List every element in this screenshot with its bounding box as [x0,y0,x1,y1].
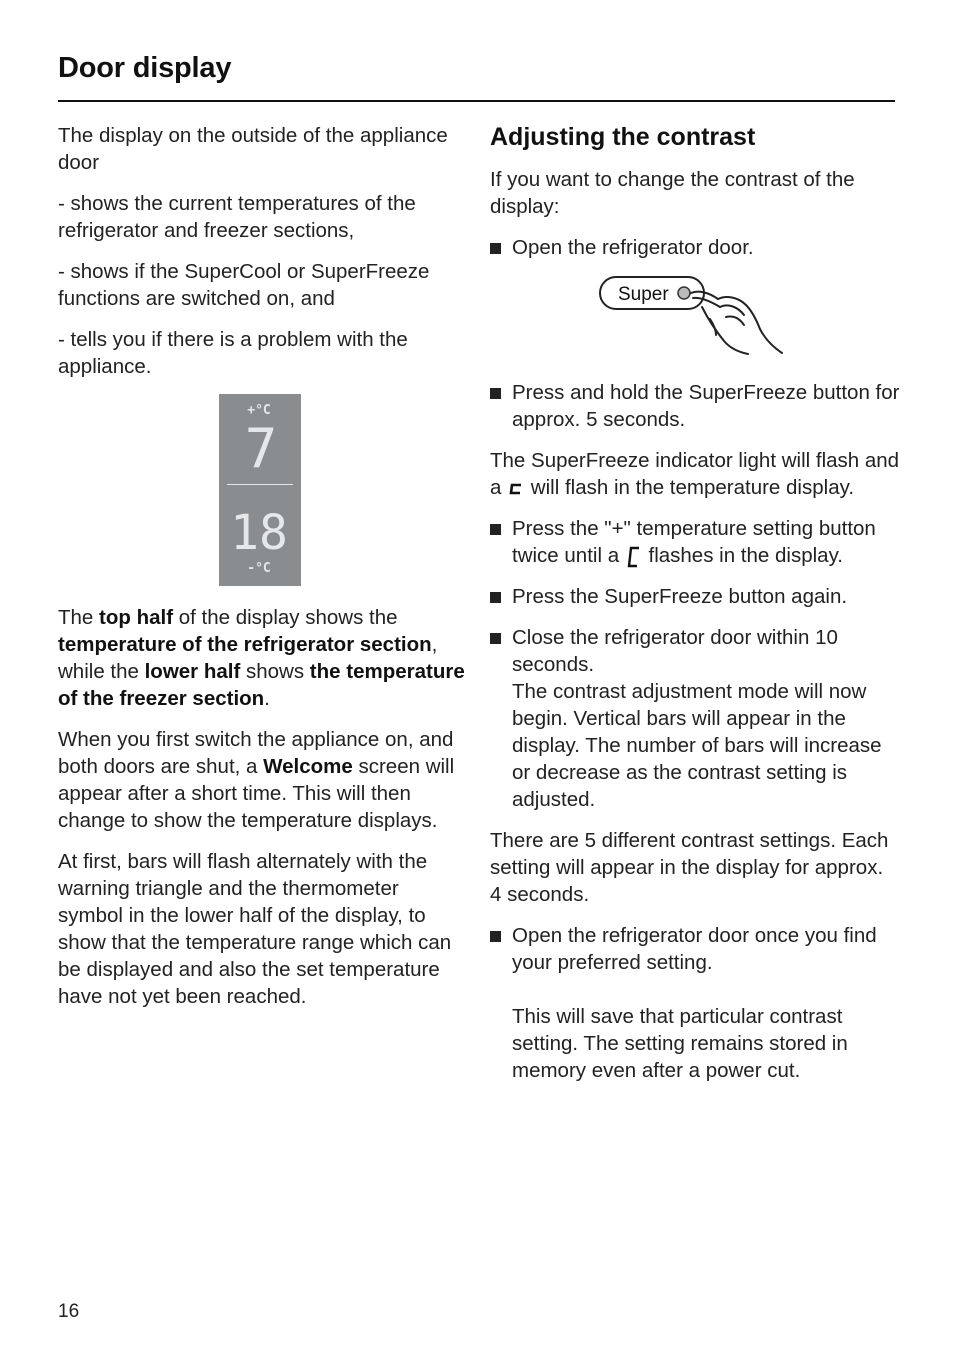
welcome-paragraph: When you first switch the appliance on, and both doors are shut, a Welcome screen will appear after a short time. This will then change to show the temperature displays. [58,728,455,832]
feature-problem: - tells you if there is a problem with the appliance. [58,328,408,378]
square-bullet-icon [490,931,501,942]
step-press-plus: Press the "+" temperature setting button twice until a flashes in the display. [490,515,900,569]
feature-temperatures: - shows the current temperatures of the refrigerator and freezer sections, [58,192,416,242]
square-bullet-icon [490,388,501,399]
capital-c-segment-icon [627,546,641,568]
step-press-superfreeze-again: Press the SuperFreeze button again. [490,583,900,610]
indicator-light-icon [678,287,690,299]
lowercase-c-segment-icon [509,481,523,497]
contrast-settings-paragraph: There are 5 different contrast settings. Each setting will appear in the display for approx. 4 seconds. [490,829,889,906]
page-number: 16 [58,1301,80,1322]
title-rule [58,100,895,102]
top-unit-label: +°C [247,403,271,418]
top-temperature-value: 7 [244,417,278,480]
square-bullet-icon [490,243,501,254]
section-heading: Adjusting the contrast [490,123,756,151]
bottom-unit-label: -°C [247,561,271,576]
bottom-temperature-value: 18 [230,505,288,561]
step-close-door: Close the refrigerator door within 10 seconds. The contrast adjustment mode will now begin. Vertical bars will appear in the display. The number of bars will increase or decrease as the contrast setting is adjusted. [490,624,900,813]
contrast-intro: If you want to change the contrast of the display: [490,168,855,218]
intro-paragraph: The display on the outside of the appliance door [58,124,448,174]
display-halves-paragraph: The top half of the display shows the temperature of the refrigerator section, while the lower half shows the temperature of the freezer section. [58,606,465,710]
square-bullet-icon [490,524,501,535]
display-divider [227,484,293,485]
right-column [490,122,900,1098]
step-open-door-save: Open the refrigerator door once you find your preferred setting. This will save that particular contrast setting. The setting remains stored in memory even after a power cut. [490,922,900,1084]
indicator-flash-paragraph: The SuperFreeze indicator light will flash and a will flash in the temperature display. [490,449,900,499]
pressing-hand-icon [691,292,782,354]
left-column [58,122,468,1024]
feature-super-functions: - shows if the SuperCool or SuperFreeze functions are switched on, and [58,260,430,310]
super-button-illustration [598,275,788,357]
square-bullet-icon [490,633,501,644]
page-title: Door display [58,52,232,84]
door-display-illustration [219,394,301,586]
step-hold-superfreeze: Press and hold the SuperFreeze button for approx. 5 seconds. [490,379,900,433]
super-button-label: Super [618,284,669,305]
square-bullet-icon [490,592,501,603]
bars-paragraph: At first, bars will flash alternately with the warning triangle and the thermometer symbol in the lower half of the display, to show that the temperature range which can be displayed and also the set temperature have not yet been reached. [58,850,452,1008]
step-open-door: Open the refrigerator door. [490,234,900,261]
